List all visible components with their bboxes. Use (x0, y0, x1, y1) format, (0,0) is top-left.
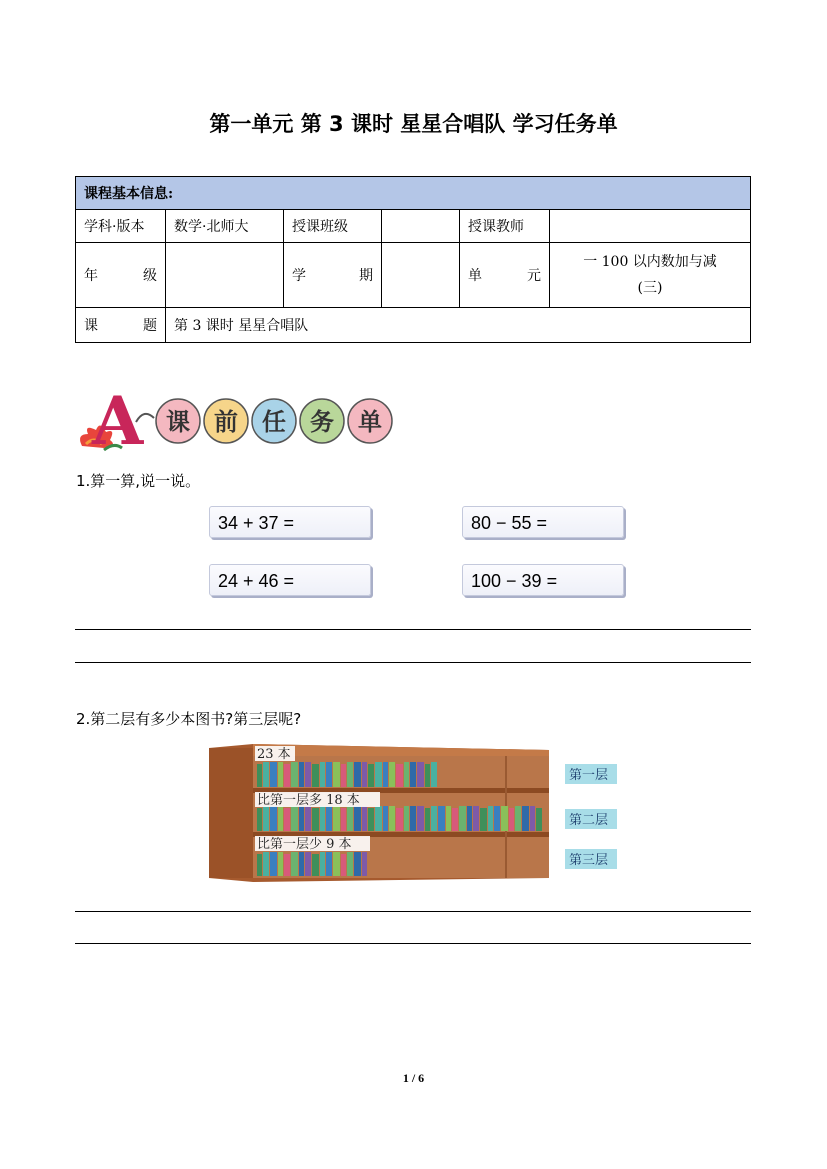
book (257, 764, 262, 787)
book (284, 854, 290, 876)
book (467, 806, 472, 831)
question-1: 1.算一算,说一说。 (76, 472, 201, 490)
book (459, 806, 466, 831)
teacher-value (550, 210, 751, 243)
book (333, 852, 340, 876)
book (270, 762, 277, 787)
answer-line-2[interactable] (75, 662, 751, 663)
unit-value: 一 100 以内数加与减 (三) (550, 243, 751, 308)
book (522, 806, 529, 831)
shelf-label-3: 比第一层少 9 本 (257, 837, 352, 852)
book (270, 852, 277, 876)
book (326, 806, 332, 831)
book (431, 762, 437, 787)
book (326, 852, 332, 876)
topic-label: 课 题 (76, 308, 166, 343)
book (270, 806, 277, 831)
layer-tag-2: 第二层 (569, 813, 609, 828)
book (383, 806, 388, 831)
pre-class-task-banner (74, 384, 404, 454)
book (333, 806, 340, 831)
book (291, 852, 298, 876)
book (375, 762, 382, 787)
shelf-label-2: 比第一层多 18 本 (257, 793, 360, 808)
book (312, 764, 319, 787)
book (375, 806, 382, 831)
book (362, 806, 367, 831)
banner-char: 前 (214, 408, 238, 436)
book (312, 854, 319, 876)
book (410, 762, 416, 787)
book (383, 762, 388, 787)
shelf-label-1: 23 本 (257, 747, 291, 762)
book (354, 806, 361, 831)
book (333, 762, 340, 787)
book (417, 806, 424, 831)
grade-label: 年 级 (76, 243, 166, 308)
book (326, 762, 332, 787)
book (278, 806, 283, 831)
book (396, 808, 403, 831)
term-label: 学 期 (284, 243, 382, 308)
book (320, 852, 325, 876)
book (368, 808, 374, 831)
page-title: 第一单元 第 3 课时 星星合唱队 学习任务单 (209, 112, 618, 136)
layer-tag-3: 第三层 (569, 853, 609, 868)
book (404, 806, 409, 831)
book (299, 852, 304, 876)
book (347, 762, 353, 787)
book (446, 806, 451, 831)
book (320, 762, 325, 787)
book (354, 852, 361, 876)
book (396, 764, 403, 787)
book (341, 808, 346, 831)
answer-line-4[interactable] (75, 943, 751, 944)
equation-box-3: 24 + 46 = (209, 564, 371, 596)
book (312, 808, 319, 831)
page-number: 1 / 6 (402, 1071, 425, 1085)
banner-char: 单 (358, 408, 382, 436)
book (278, 852, 283, 876)
book (305, 806, 311, 831)
book (257, 854, 262, 876)
book (320, 806, 325, 831)
unit-label: 单 元 (460, 243, 550, 308)
book (425, 764, 430, 787)
book (291, 806, 298, 831)
book (305, 762, 311, 787)
book (417, 762, 424, 787)
book (389, 762, 395, 787)
book (257, 808, 262, 831)
bookshelf-illustration (205, 740, 625, 886)
book (299, 806, 304, 831)
book (473, 806, 479, 831)
book (341, 764, 346, 787)
answer-line-1[interactable] (75, 629, 751, 630)
book (362, 762, 367, 787)
banner-letter: A (92, 384, 144, 454)
book (452, 808, 458, 831)
equation-box-2: 80 − 55 = (462, 506, 624, 538)
layer-tag-1: 第一层 (569, 768, 609, 783)
subject-value: 数学·北师大 (166, 210, 284, 243)
book (488, 806, 493, 831)
banner-char: 任 (262, 408, 286, 436)
book (347, 852, 353, 876)
book (494, 806, 500, 831)
book (263, 762, 269, 787)
book (509, 808, 514, 831)
book (354, 762, 361, 787)
book (368, 764, 374, 787)
book (480, 808, 487, 831)
question-2: 2.第二层有多少本图书?第三层呢? (76, 710, 302, 728)
course-info-table (75, 176, 751, 343)
book (284, 764, 290, 787)
book (291, 762, 298, 787)
book (347, 806, 353, 831)
book (389, 806, 395, 831)
term-value (382, 243, 460, 308)
subject-label: 学科·版本 (76, 210, 166, 243)
class-value (382, 210, 460, 243)
topic-value: 第 3 课时 星星合唱队 (166, 308, 751, 343)
book (410, 806, 416, 831)
book (263, 806, 269, 831)
book (299, 762, 304, 787)
book (501, 806, 508, 831)
equation-box-4: 100 − 39 = (462, 564, 624, 596)
book (362, 852, 367, 876)
class-label: 授课班级 (284, 210, 382, 243)
book (404, 762, 409, 787)
book (425, 808, 430, 831)
book (515, 806, 521, 831)
equation-box-1: 34 + 37 = (209, 506, 371, 538)
table-header: 课程基本信息: (76, 177, 751, 210)
book (263, 852, 269, 876)
book (305, 852, 311, 876)
book (536, 808, 542, 831)
banner-char: 务 (310, 408, 334, 436)
banner-char: 课 (166, 408, 190, 436)
answer-line-3[interactable] (75, 911, 751, 912)
book (438, 806, 445, 831)
teacher-label: 授课教师 (460, 210, 550, 243)
book (284, 808, 290, 831)
book (341, 854, 346, 876)
grade-value (166, 243, 284, 308)
book (530, 806, 535, 831)
book (431, 806, 437, 831)
book (278, 762, 283, 787)
